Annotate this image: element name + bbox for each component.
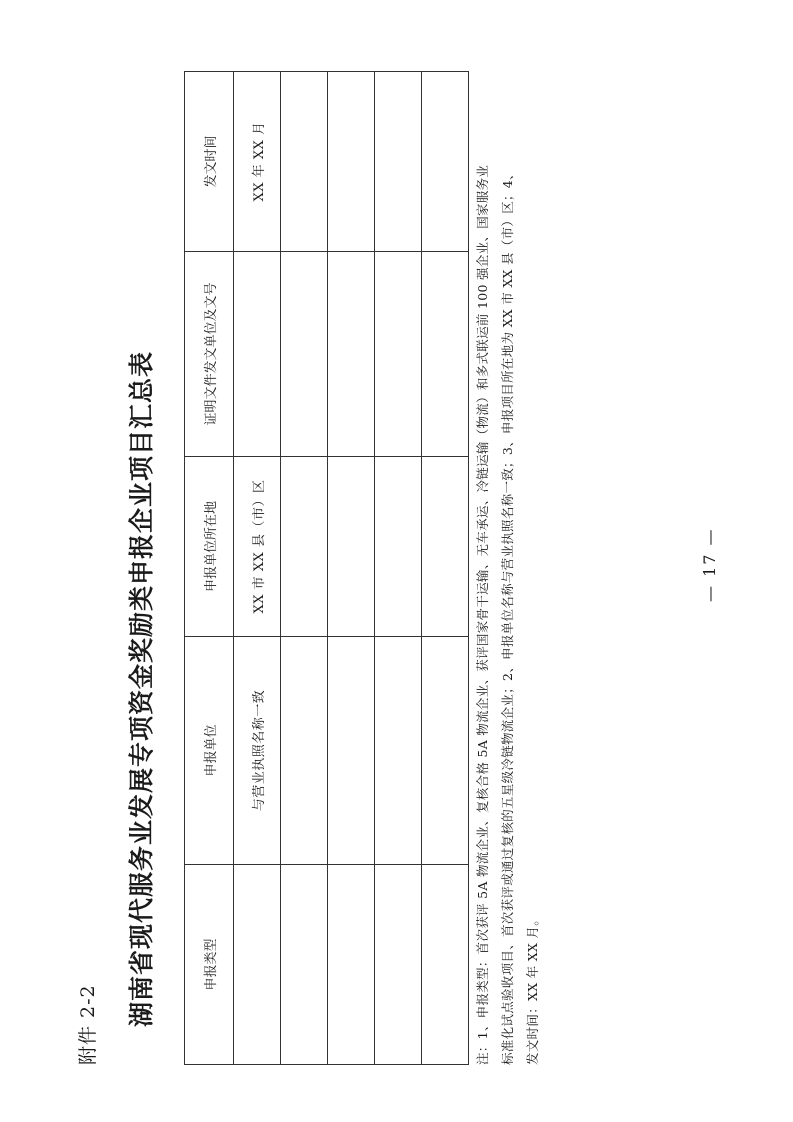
table-cell bbox=[422, 72, 469, 252]
table-cell bbox=[375, 457, 422, 637]
table-cell bbox=[328, 252, 375, 457]
note-line: 注：1、申报类型：首次获评 5A 物流企业、复核合格 5A 物流企业、获评国家骨干运输、无车承运、冷链运输（物流）和多式联运前 100 强企业、国家服务业 bbox=[475, 164, 490, 1065]
table-cell bbox=[375, 637, 422, 865]
header-issue-date: 发文时间 bbox=[185, 72, 234, 252]
table-row bbox=[234, 72, 281, 1065]
table-cell bbox=[328, 72, 375, 252]
table-cell bbox=[422, 865, 469, 1065]
table-cell bbox=[375, 72, 422, 252]
summary-table bbox=[184, 71, 469, 1065]
table-header-row bbox=[185, 72, 234, 1065]
header-applicant: 申报单位 bbox=[185, 637, 234, 865]
table-cell bbox=[281, 457, 328, 637]
page-title: 湖南省现代服务业发展专项资金奖励类申报企业项目汇总表 bbox=[127, 350, 156, 1027]
table-cell bbox=[328, 457, 375, 637]
header-document-issuer: 证明文件发文单位及文号 bbox=[185, 252, 234, 457]
table-cell bbox=[281, 252, 328, 457]
header-report-type: 申报类型 bbox=[185, 865, 234, 1065]
table-cell: XX 市 XX 县（市）区 bbox=[234, 457, 281, 637]
table-cell bbox=[422, 457, 469, 637]
attachment-label: 附件 2-2 bbox=[77, 984, 99, 1065]
table-cell bbox=[422, 252, 469, 457]
table-row bbox=[281, 72, 328, 1065]
note-line: 发文时间：XX 年 XX 月。 bbox=[525, 912, 540, 1065]
table-note bbox=[470, 65, 545, 1065]
table-cell bbox=[234, 252, 281, 457]
table-cell bbox=[375, 252, 422, 457]
note-line: 标准化试点验收项目、首次获评或通过复核的五星级冷链物流企业；2、申报单位名称与营业执照名称一致；3、申报项目所在地为 XX 市 XX 县（市）区；4、 bbox=[500, 167, 515, 1065]
table-cell bbox=[281, 637, 328, 865]
table-row bbox=[328, 72, 375, 1065]
table-cell bbox=[375, 865, 422, 1065]
table-cell: 与营业执照名称一致 bbox=[234, 637, 281, 865]
table-cell: XX 年 XX 月 bbox=[234, 72, 281, 252]
table-cell bbox=[234, 865, 281, 1065]
header-location: 申报单位所在地 bbox=[185, 457, 234, 637]
table-row bbox=[422, 72, 469, 1065]
table-cell bbox=[328, 637, 375, 865]
table-cell bbox=[328, 865, 375, 1065]
table-row bbox=[375, 72, 422, 1065]
table-cell bbox=[281, 72, 328, 252]
table-cell bbox=[281, 865, 328, 1065]
page-number: — 17 — bbox=[700, 527, 719, 602]
table-cell bbox=[422, 637, 469, 865]
